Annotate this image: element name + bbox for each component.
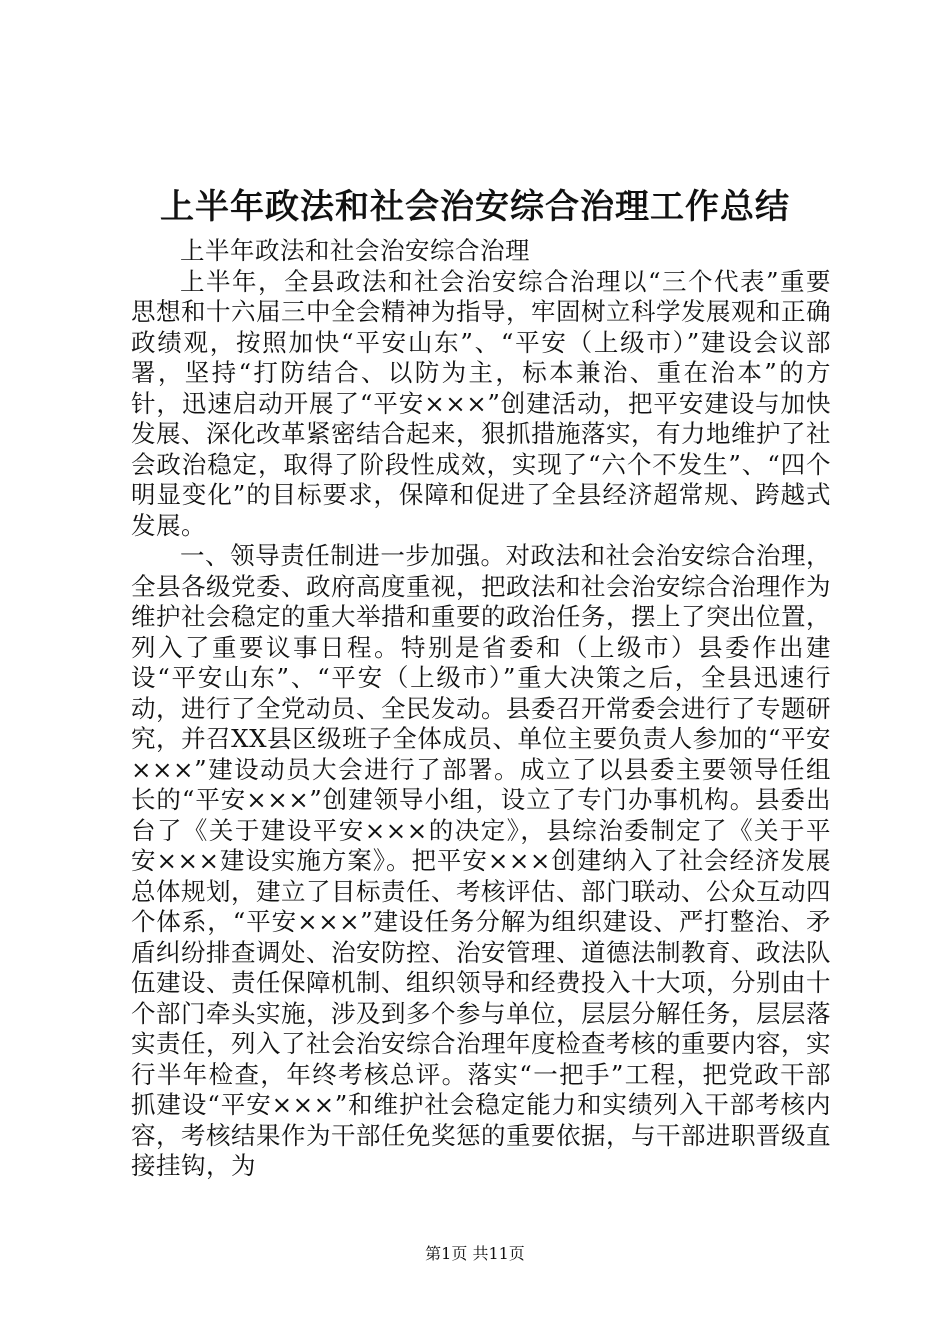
intro-paragraph: 上半年，全县政法和社会治安综合治理以“三个代表”重要思想和十六届三中全会精神为指导，牢固树立科学发展观和正确政绩观，按照加快“平安山东”、“平安（上级市）”建设会议部署，坚持“打防结合、以防为主，标本兼治、重在治本”的方针，迅速启动开展了“平安×××”创建活动，把平安建设与加快发展、深化改革紧密结合起来，狠抓措施落实，有力地维护了社会政治稳定，取得了阶段性成效，实现了“六个不发生”、“四个明显变化”的目标要求，保障和促进了全县经济超常规、跨越式发展。 [131,266,831,540]
page-footer: 第1页 共11页 [425,1244,525,1263]
subtitle-paragraph: 上半年政法和社会治安综合治理 [180,236,530,265]
document-title: 上半年政法和社会治安综合治理工作总结 [160,187,790,227]
section-one-paragraph: 一、领导责任制进一步加强。对政法和社会治安综合治理，全县各级党委、政府高度重视，把政法和社会治安综合治理作为维护社会稳定的重大举措和重要的政治任务，摆上了突出位置，列入了重要议事日程。特别是省委和（上级市）县委作出建设“平安山东”、“平安（上级市）”重大决策之后，全县迅速行动，进行了全党动员、全民发动。县委召开常委会进行了专题研究，并召XX县区级班子全体成员、单位主要负责人参加的“平安×××”建设动员大会进行了部署。成立了以县委主要领导任组长的“平安×××”创建领导小组，设立了专门办事机构。县委出台了《关于建设平安×××的决定》，县综治委制定了《关于平安×××建设实施方案》。把平安×××创建纳入了社会经济发展总体规划，建立了目标责任、考核评估、部门联动、公众互动四个体系，“平安×××”建设任务分解为组织建设、严打整治、矛盾纠纷排查调处、治安防控、治安管理、道德法制教育、政法队伍建设、责任保障机制、组织领导和经费投入十大项，分别由十个部门牵头实施，涉及到多个参与单位，层层分解任务，层层落实责任，列入了社会治安综合治理年度检查考核的重要内容，实行半年检查，年终考核总评。落实“一把手”工程，把党政干部抓建设“平安×××”和维护社会稳定能力和实绩列入干部考核内容，考核结果作为干部任免奖惩的重要依据，与干部进职晋级直接挂钩，为 [131,541,831,1180]
document-body [131,236,831,1182]
